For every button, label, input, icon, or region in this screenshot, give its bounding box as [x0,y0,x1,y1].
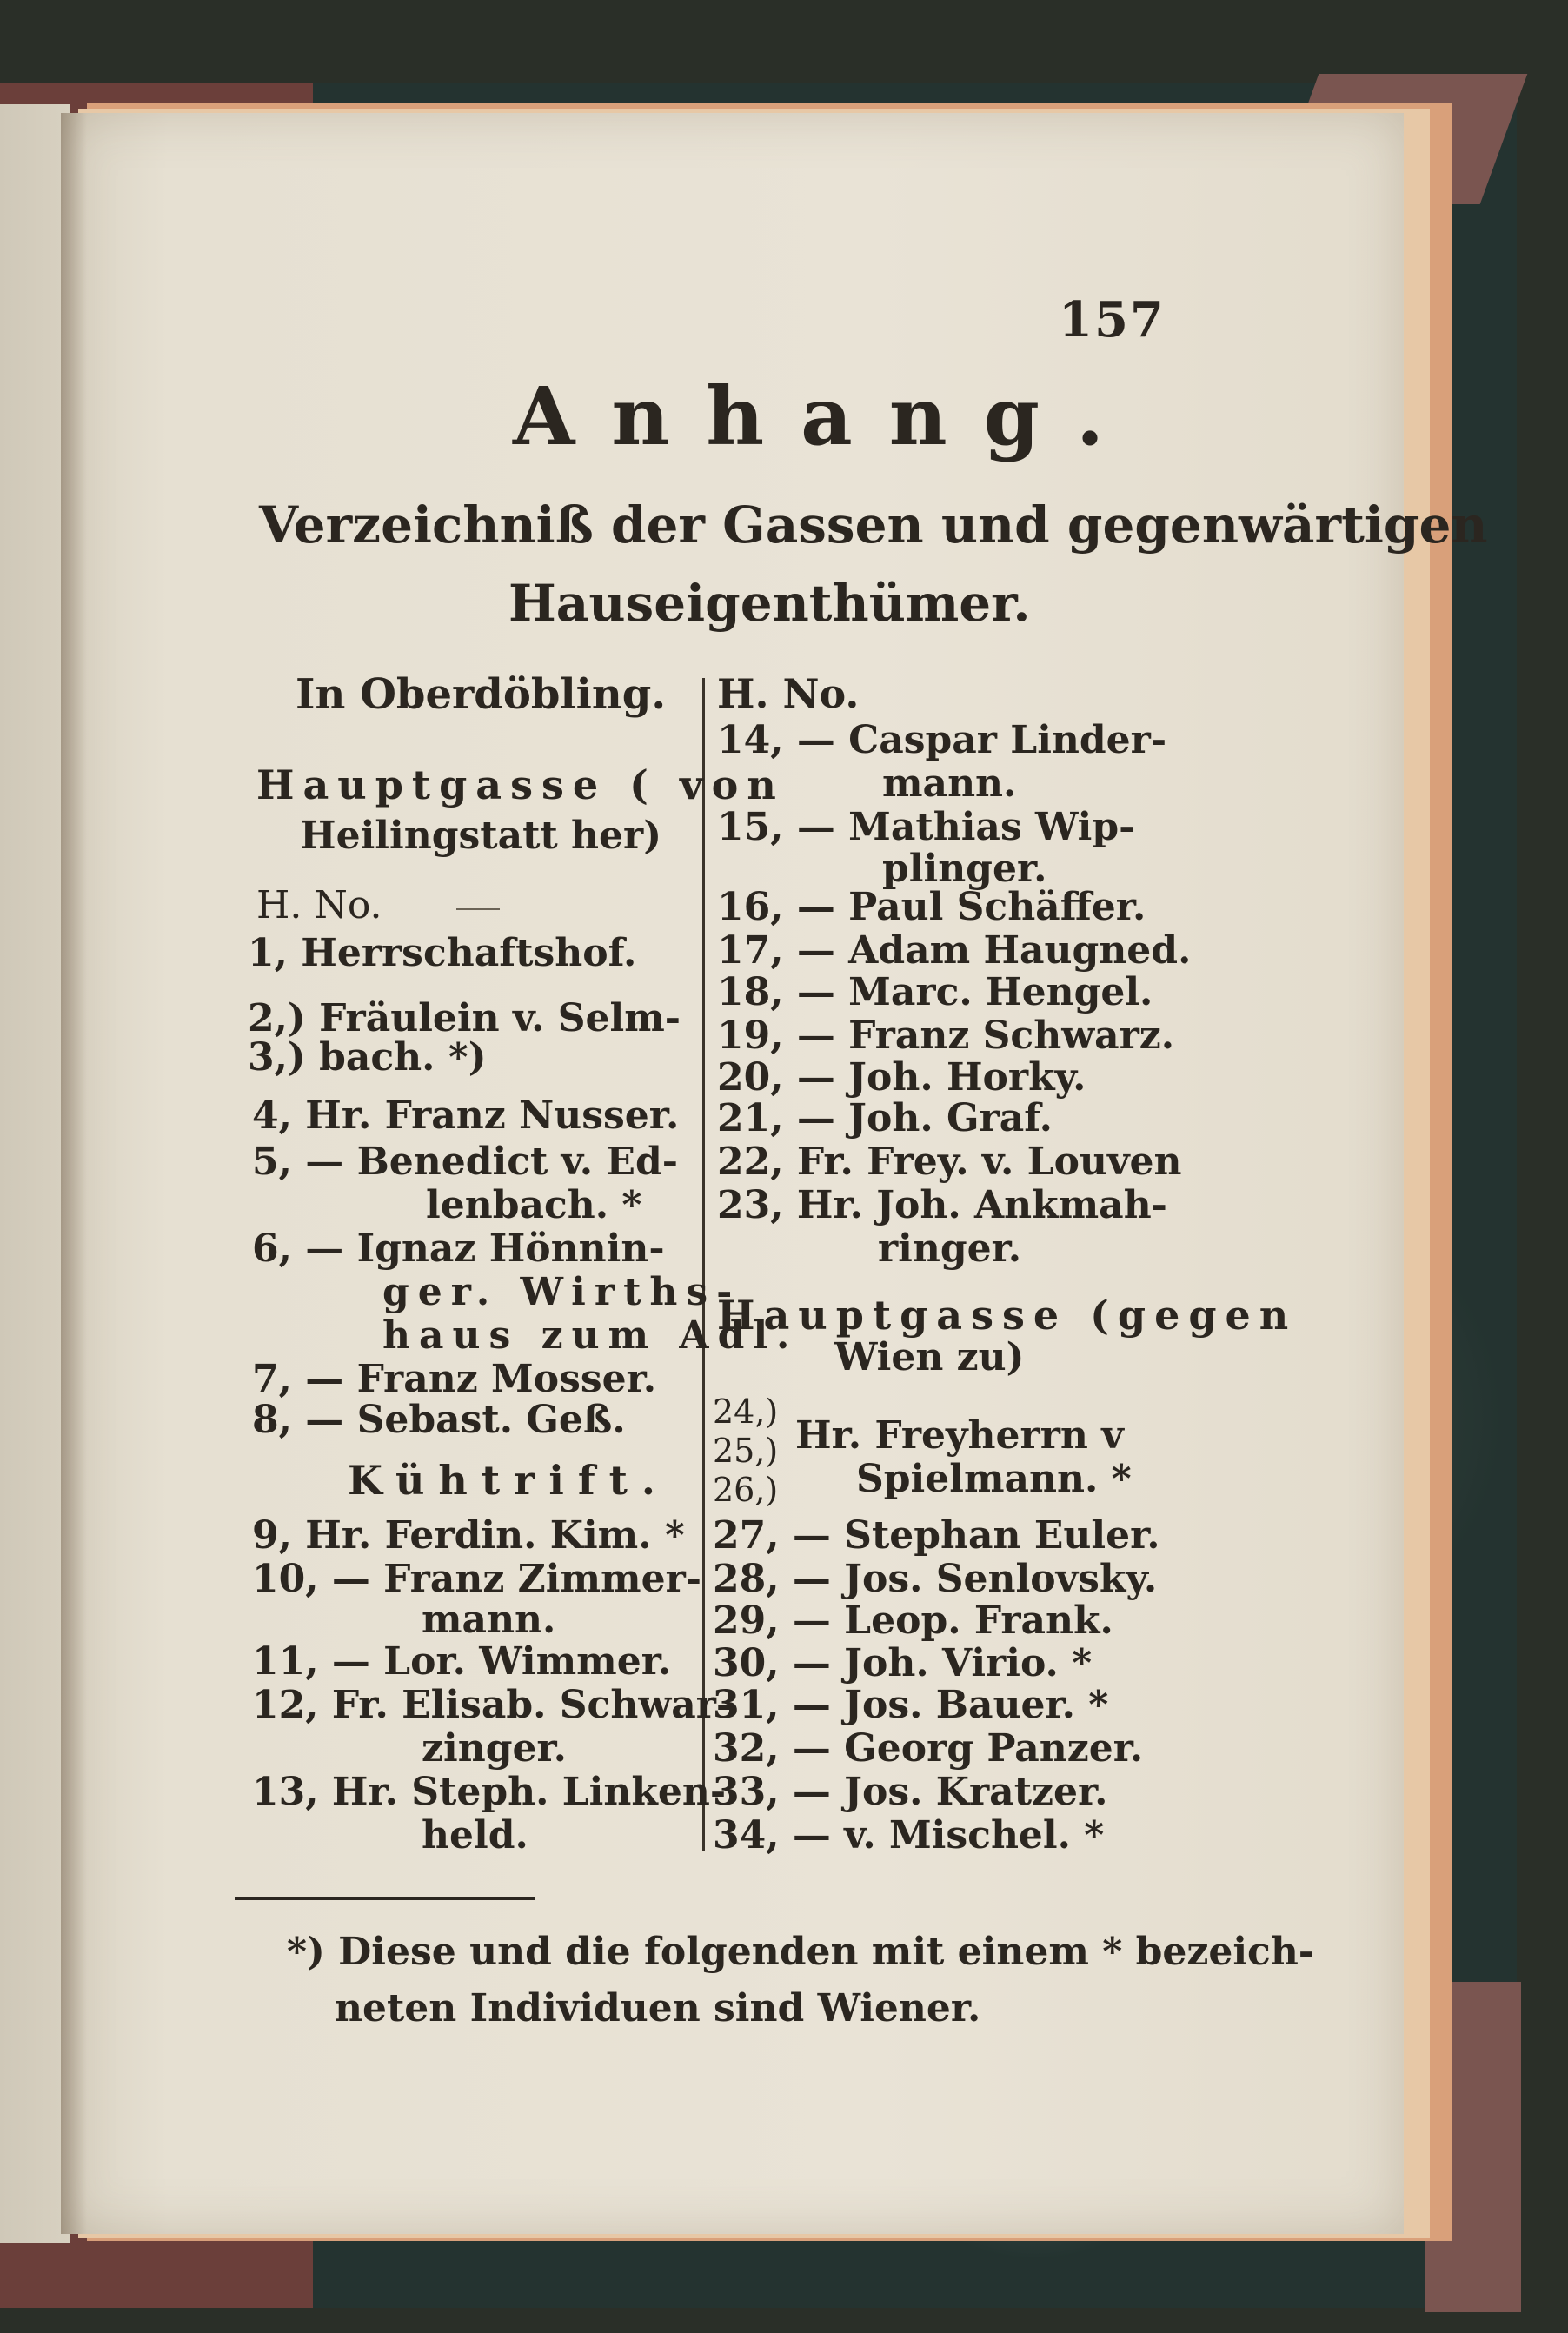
bracket-entry-line2: Spielmann. * [856,1457,1132,1501]
house-number-label-right: H. No. [717,670,860,717]
section-heading-wien: Hauptgasse (gegen [717,1292,1298,1339]
list-item: 22, Fr. Frey. v. Louven [717,1140,1182,1184]
list-item: lenbach. * [426,1183,642,1227]
list-item: 21, — Joh. Graf. [717,1096,1053,1140]
list-item: ringer. [878,1226,1022,1271]
footnote-line1: *) Diese und die folgenden mit einem * bezeich- [287,1930,1315,1974]
footnote-rule [235,1897,535,1900]
list-item: 6, — Ignaz Hönnin- [252,1226,665,1271]
list-item: held. [422,1813,528,1858]
footnote-line2: neten Individuen sind Wiener. [335,1986,981,2031]
list-item: 12, Fr. Elisab. Schwar- [252,1683,733,1727]
bracket-number: 25,) [713,1432,779,1470]
list-item: 19, — Franz Schwarz. [717,1014,1175,1058]
column-divider [702,678,705,1851]
divider-short [456,908,500,910]
list-item: 14, — Caspar Linder- [717,718,1167,762]
list-item: 15, — Mathias Wip- [717,805,1135,849]
section-heading-line1: Hauptgasse ( von [256,761,785,808]
list-item: mann. [422,1598,556,1642]
list-item: 9, Hr. Ferdin. Kim. * [252,1513,685,1558]
list-item: 4, Hr. Franz Nusser. [252,1093,680,1138]
page-gutter [61,113,87,2234]
list-item: zinger. [422,1726,567,1771]
section-heading-kuehtrift: Kühtrift. [348,1457,669,1504]
list-item: 16, — Paul Schäffer. [717,885,1146,929]
section-heading-wien-line2: Wien zu) [834,1335,1025,1379]
list-item: 10, — Franz Zimmer- [252,1557,702,1601]
list-item: haus zum Adl. [382,1313,799,1358]
list-item: 5, — Benedict v. Ed- [252,1140,678,1184]
bracket-number: 26,) [713,1471,779,1509]
place-heading: In Oberdöbling. [296,670,667,719]
list-item: 3,) bach. *) [248,1035,487,1080]
section-heading-line2: Heilingstatt her) [300,814,662,858]
list-item: 33, — Jos. Kratzer. [713,1770,1108,1814]
page-number: 157 [1059,291,1166,349]
list-item: 20, — Joh. Horky. [717,1055,1086,1100]
list-item: 13, Hr. Steph. Linken- [252,1770,727,1814]
list-item: 30, — Joh. Virio. * [713,1641,1093,1685]
list-item: 31, — Jos. Bauer. * [713,1683,1109,1727]
list-item: mann. [882,761,1017,806]
house-number-label: H. No. [256,883,382,927]
list-item: 2,) Fräulein v. Selm- [248,996,681,1040]
list-item: 18, — Marc. Hengel. [717,970,1153,1014]
list-item: 8, — Sebast. Geß. [252,1398,626,1442]
list-item: 1, Herrschaftshof. [248,931,637,975]
subtitle-line-2: Hauseigenthümer. [508,574,1031,633]
list-item: plinger. [882,847,1047,891]
bracket-entry-line1: Hr. Freyherrn v [795,1413,1124,1458]
list-item: 29, — Leop. Frank. [713,1599,1113,1643]
list-item: ger. Wirths- [382,1270,741,1314]
list-item: 7, — Franz Mosser. [252,1357,657,1401]
list-item: 27, — Stephan Euler. [713,1513,1160,1558]
list-item: 17, — Adam Haugned. [717,928,1192,973]
list-item: 34, — v. Mischel. * [713,1813,1105,1858]
bracket-number: 24,) [713,1392,779,1431]
page-title: Anhang. [513,369,1141,463]
list-item: 32, — Georg Panzer. [713,1726,1144,1771]
list-item: 11, — Lor. Wimmer. [252,1639,672,1684]
list-item: 28, — Jos. Senlovsky. [713,1557,1158,1601]
subtitle-line-1: Verzeichniß der Gassen und gegenwärtigen [259,495,1488,555]
list-item: 23, Hr. Joh. Ankmah- [717,1183,1167,1227]
facing-page [0,104,70,2243]
